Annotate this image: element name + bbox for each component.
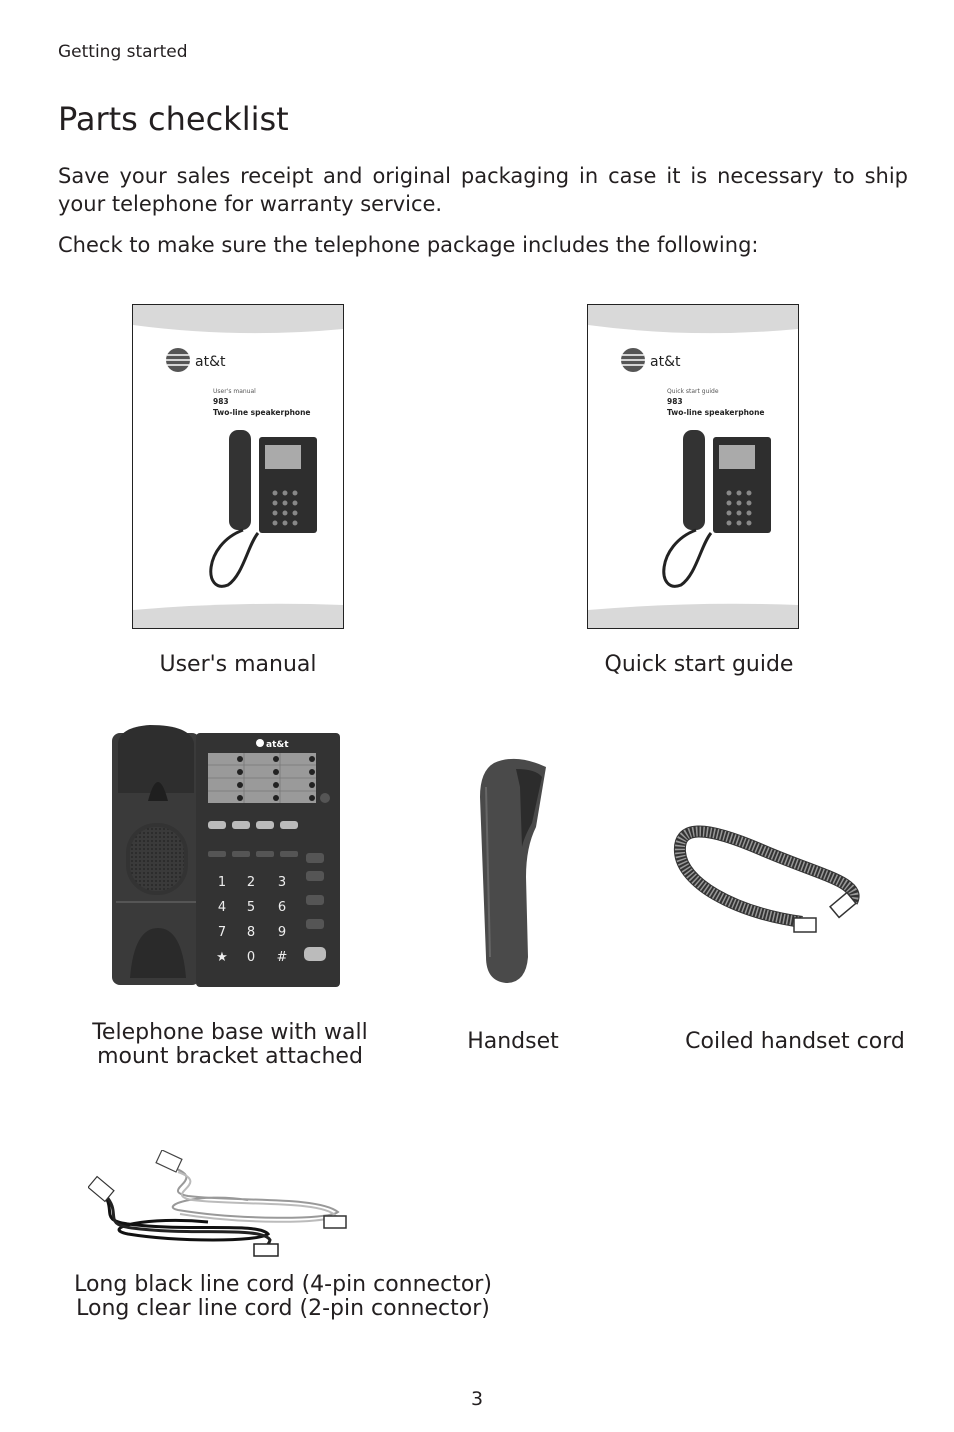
telephone-base-label-line1: Telephone base with wall [92, 1020, 368, 1045]
users-manual-label: User's manual [159, 652, 317, 677]
key-star: ★ [216, 950, 228, 965]
key-3: 3 [277, 875, 287, 890]
quick-start-guide-label: Quick start guide [604, 652, 794, 677]
key-pound: # [276, 950, 288, 965]
att-globe-logo-icon [166, 348, 190, 372]
clear-line-cord-label: Long clear line cord (2-pin connector) [76, 1296, 490, 1321]
key-6: 6 [277, 900, 287, 915]
cover-brand: at&t [195, 354, 226, 370]
key-2: 2 [246, 875, 256, 890]
key-1: 1 [217, 875, 227, 890]
coiled-cord-image [672, 822, 864, 940]
telephone-base-label-line2: mount bracket attached [97, 1044, 363, 1069]
cover-doc-type: Quick start guide [667, 388, 719, 395]
page-number: 3 [470, 1388, 484, 1410]
cover-brand: at&t [650, 354, 681, 370]
page-title: Parts checklist [58, 100, 289, 138]
cover-doc-type: User's manual [213, 388, 256, 395]
phone-brand: at&t [266, 740, 289, 750]
key-8: 8 [246, 925, 256, 940]
black-line-cord-label: Long black line cord (4-pin connector) [74, 1272, 492, 1297]
att-globe-logo-icon [621, 348, 645, 372]
checklist-instruction: Check to make sure the telephone package includes the following: [58, 233, 759, 257]
cover-product: Two-line speakerphone [213, 408, 311, 417]
line-cords-image [88, 1150, 350, 1260]
phone-illustration-icon [664, 430, 771, 586]
users-manual-cover-image [132, 304, 344, 629]
intro-paragraph: Save your sales receipt and original packaging in case it is necessary to ship your telephone for warranty service. [58, 164, 908, 216]
section-header: Getting started [58, 42, 188, 62]
key-9: 9 [277, 925, 287, 940]
cover-model: 983 [667, 397, 683, 406]
line-cords-label [60, 1273, 506, 1321]
cover-model: 983 [213, 397, 229, 406]
key-0: 0 [246, 950, 256, 965]
key-7: 7 [217, 925, 227, 940]
phone-illustration-icon [211, 430, 317, 586]
quick-start-guide-cover-image [587, 304, 799, 629]
key-4: 4 [217, 900, 227, 915]
telephone-base-label [60, 1021, 400, 1069]
cover-product: Two-line speakerphone [667, 408, 765, 417]
telephone-base-image [110, 723, 342, 988]
handset-label: Handset [467, 1029, 559, 1054]
key-5: 5 [246, 900, 256, 915]
handset-image [476, 757, 552, 985]
coiled-cord-label: Coiled handset cord [685, 1029, 905, 1054]
